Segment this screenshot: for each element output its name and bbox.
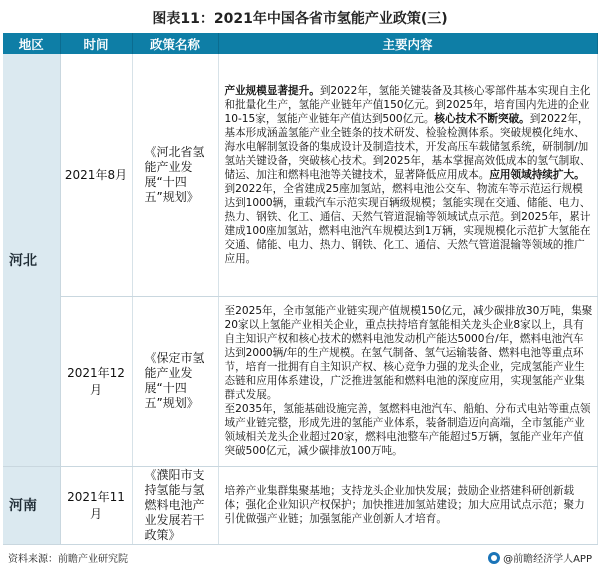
qianzhan-logo-icon: [488, 552, 500, 564]
header-content: 主要内容: [218, 33, 597, 54]
policy-cell: 《河北省氢能产业发展“十四五”规划》: [132, 54, 218, 296]
footer: [0, 548, 600, 567]
time-cell: 2021年8月: [60, 54, 132, 296]
content-cell: 产业规模显著提升。到2022年，氢能关键装备及其核心零部件基本实现自主化和批量化生产，氢能产业链年产值150亿元。到2025年，培育国内先进的企业10-15家，氢能产业链年产值达到500亿元。核心技术不断突破。到2022年，基本形成涵盖氢能产业全链条的技术研发、检验检测体系。突破规模化纯水、海水电解制氢设备的集成设计及制造技术，开发高压车载储氢系统，研制制/加氢站关键设备，突破核心技术。到2025年，基本掌握高效低成本的氢气制取、储运、加注和燃料电池等关键技术，显著降低应用成本。应用领域持续扩大。到2022年，全省建成25座加氢站，燃料电池公交车、物流车等示范运行规模达到1000辆，重载汽车示范实现百辆级规模；氢能实现在交通、储能、电力、热力、钢铁、化工、通信、天然气管道混输等领域试点示范。到2025年，累计建成100座加氢站，燃料电池汽车规模达到1万辆，实现规模化示范扩大氢能在交通、储能、电力、热力、钢铁、化工、通信、天然气管道混输等领域的推广应用。: [218, 54, 597, 296]
table-row: [3, 54, 597, 296]
time-cell: 2021年12月: [60, 296, 132, 466]
source-note: 资料来源：前瞻产业研究院: [8, 554, 128, 565]
header-policy: 政策名称: [132, 33, 218, 54]
policy-cell: 《濮阳市支持氢能与氢燃料电池产业发展若干政策》: [132, 466, 218, 544]
content-cell: 培养产业集群集聚基地；支持龙头企业加快发展；鼓励企业搭建科研创新载体；强化企业知识产权保护；加快推进加氢站建设；加大应用试点示范；聚力引优做强产业链；加强氢能产业创新人才培育。: [218, 466, 597, 544]
chart-title: 图表11：2021年中国各省市氢能产业政策(三): [152, 11, 448, 27]
policy-table: [3, 33, 598, 545]
region-cell: 河北: [3, 54, 60, 466]
table-header-row: [3, 33, 597, 54]
policy-cell: 《保定市氢能产业发展“十四五”规划》: [132, 296, 218, 466]
region-cell: 河南: [3, 466, 60, 544]
header-time: 时间: [60, 33, 132, 54]
brand-credit: [488, 550, 592, 565]
header-region: 地区: [3, 33, 60, 54]
time-cell: 2021年11月: [60, 466, 132, 544]
table-row: [3, 296, 597, 466]
content-cell: 至2025年，全市氢能产业链实现产值规模150亿元，减少碳排放30万吨，集聚20家以上氢能产业相关企业，重点扶持培育氢能相关龙头企业8家以上，具有自主知识产权和核心技术的燃料电池发动机产能达5000台/年，燃料电池汽车达到2000辆/年的生产规模。在氢气制备、氢气运输装备、燃料电池等重点环节，培育一批拥有自主知识产权、核心竞争力强的龙头企业，完成氢能产业生态链和应用体系建设，广泛推进氢能和燃料电池的深度应用，实现氢能产业集群式发展。 至2035年，氢能基础设施完善，氢燃料电池汽车、船舶、分布式电站等重点领域产业链完整，形成先进的氢能产业体系，装备制造迈向高端，全市氢能产业领域相关龙头企业超过20家，燃料电池整车产能超过5万辆，氢能产业年产值突破500亿元，减少碳排放100万吨。: [218, 296, 597, 466]
brand-label: @前瞻经济学人APP: [503, 554, 592, 565]
table-row: [3, 466, 597, 544]
